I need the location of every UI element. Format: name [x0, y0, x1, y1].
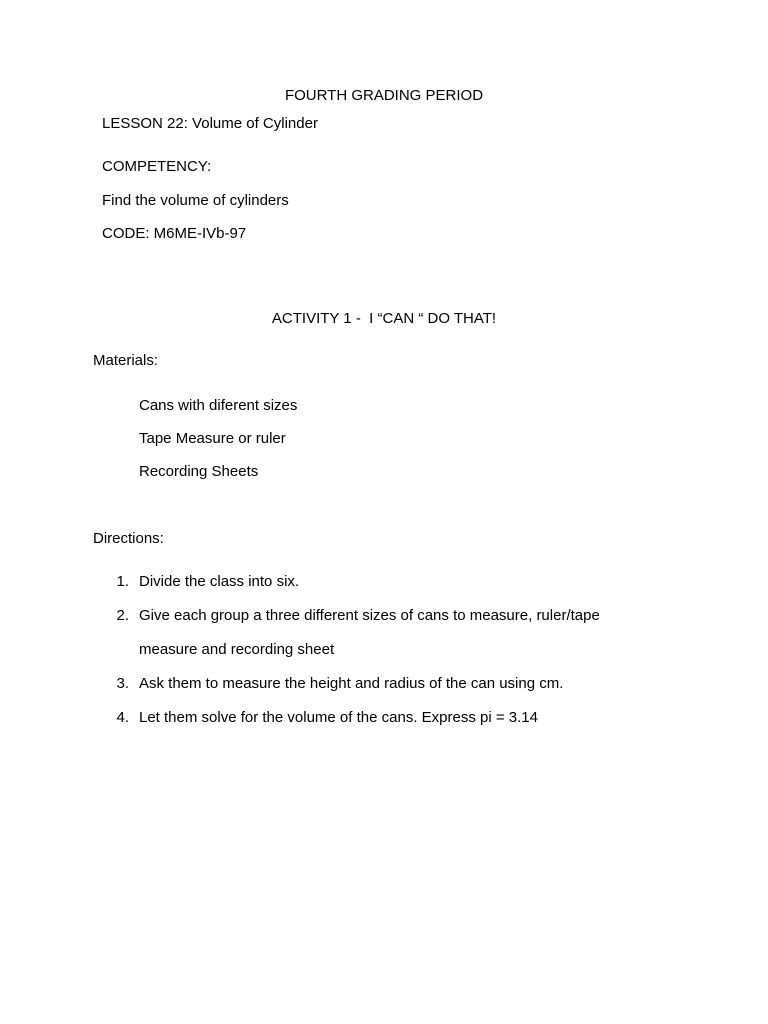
list-item-text: Ask them to measure the height and radius of the can using cm.	[139, 675, 564, 692]
code-line: CODE: M6ME-IVb-97	[102, 225, 247, 242]
list-item: Recording Sheets	[139, 463, 259, 480]
list-item-text: Divide the class into six.	[139, 573, 300, 590]
list-item-continuation: measure and recording sheet	[139, 641, 335, 658]
list-number: 4.	[116, 709, 129, 726]
list-item-text: Give each group a three different sizes of cans to measure, ruler/tape	[139, 607, 600, 624]
materials-label: Materials:	[93, 352, 159, 369]
list-item-text: Let them solve for the volume of the cans. Express pi = 3.14	[139, 709, 538, 726]
list-number: 1.	[116, 573, 129, 590]
grading-period-heading: FOURTH GRADING PERIOD	[284, 87, 484, 104]
list-number: 3.	[116, 675, 129, 692]
list-number: 2.	[116, 607, 129, 624]
list-item: Cans with diferent sizes	[139, 397, 298, 414]
list-item: Tape Measure or ruler	[139, 430, 286, 447]
lesson-title: LESSON 22: Volume of Cylinder	[102, 115, 318, 132]
competency-label: COMPETENCY:	[102, 158, 212, 175]
activity-title: ACTIVITY 1 - I “CAN “ DO THAT!	[271, 310, 497, 327]
directions-label: Directions:	[93, 530, 164, 547]
competency-text: Find the volume of cylinders	[102, 192, 289, 209]
